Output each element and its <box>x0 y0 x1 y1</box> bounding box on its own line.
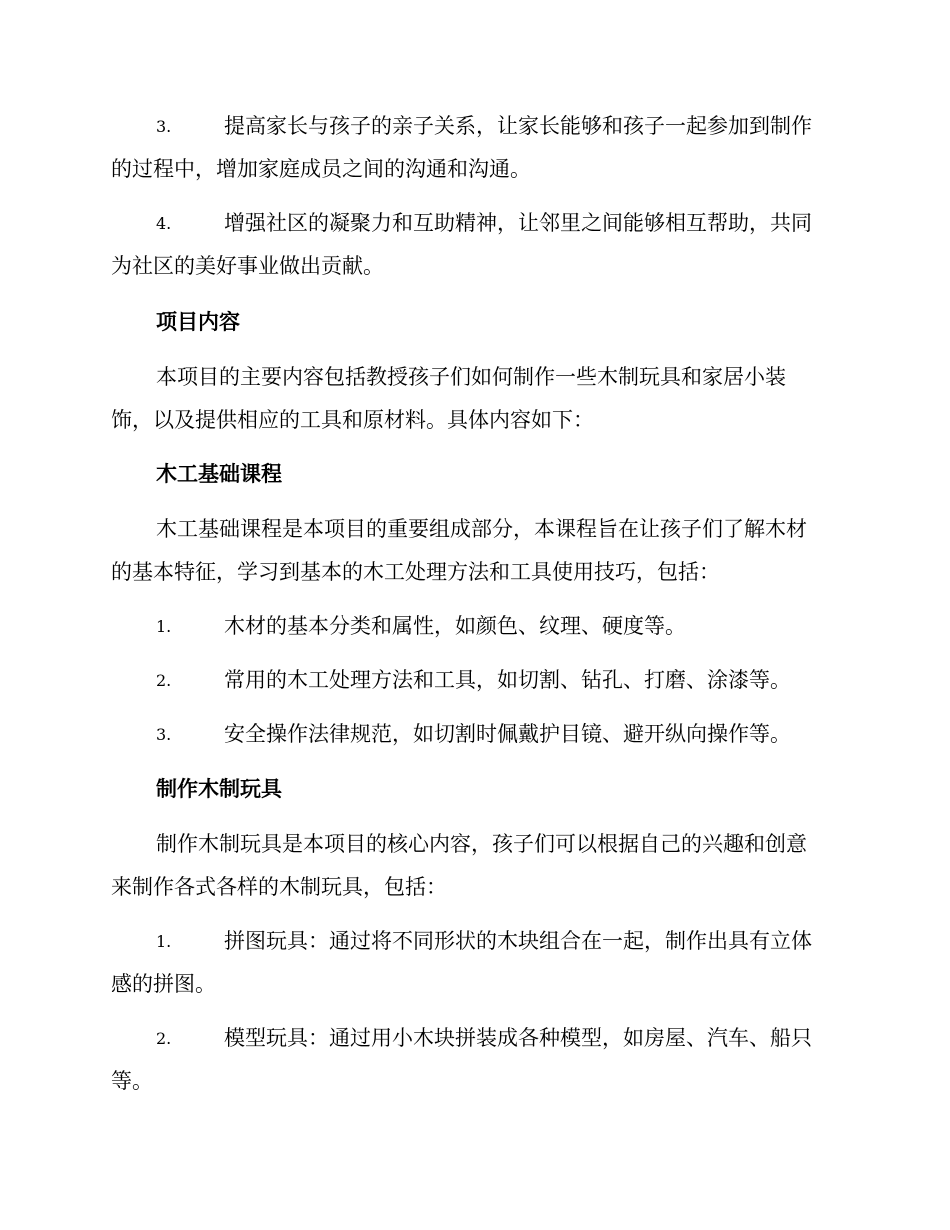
list-text-line: 安全操作法律规范，如切割时佩戴护目镜、避开纵向操作等。 <box>224 722 791 746</box>
list-item-4 <box>111 202 833 288</box>
list-text-continuation: 感的拼图。 <box>111 972 216 996</box>
paragraph-line: 本项目的主要内容包括教授孩子们如何制作一些木制玩具和家居小装 <box>156 365 786 389</box>
list-item-2 <box>111 659 833 702</box>
section-heading-content: 项目内容 <box>156 309 240 334</box>
list-number: 4. <box>156 214 172 233</box>
section-heading-toys: 制作木制玩具 <box>156 776 282 801</box>
list-text-line: 模型玩具：通过用小木块拼装成各种模型，如房屋、汽车、船只 <box>224 1026 812 1050</box>
list-text-line: 拼图玩具：通过将不同形状的木块组合在一起，制作出具有立体 <box>224 929 812 953</box>
paragraph-continuation: 饰，以及提供相应的工具和原材料。具体内容如下： <box>111 408 594 432</box>
paragraph-content <box>111 356 833 442</box>
list-item-3 <box>111 105 833 191</box>
paragraph-toys <box>111 823 833 909</box>
list-number: 1. <box>156 932 172 951</box>
paragraph-continuation: 的基本特征，学习到基本的木工处理方法和工具使用技巧，包括： <box>111 560 720 584</box>
list-number: 1. <box>156 617 172 636</box>
list-number: 3. <box>156 117 172 136</box>
list-number: 2. <box>156 1029 172 1048</box>
list-text-line: 常用的木工处理方法和工具，如切割、钻孔、打磨、涂漆等。 <box>224 668 791 692</box>
list-item-1 <box>111 605 833 648</box>
paragraph-line: 木工基础课程是本项目的重要组成部分，本课程旨在让孩子们了解木材 <box>156 517 807 541</box>
paragraph-continuation: 来制作各式各样的木制玩具，包括： <box>111 875 447 899</box>
list-number: 2. <box>156 671 172 690</box>
list-item-1 <box>111 920 833 1006</box>
list-text-line: 增强社区的凝聚力和互助精神，让邻里之间能够相互帮助，共同 <box>224 211 812 235</box>
list-item-3 <box>111 713 833 756</box>
list-text-line: 木材的基本分类和属性，如颜色、纹理、硬度等。 <box>224 614 686 638</box>
section-heading-basics: 木工基础课程 <box>156 461 282 486</box>
list-number: 3. <box>156 725 172 744</box>
paragraph-line: 制作木制玩具是本项目的核心内容，孩子们可以根据自己的兴趣和创意 <box>156 832 807 856</box>
list-item-2 <box>111 1017 833 1103</box>
list-text-continuation: 等。 <box>111 1069 153 1093</box>
list-text-line: 提高家长与孩子的亲子关系，让家长能够和孩子一起参加到制作 <box>224 114 812 138</box>
list-text-continuation: 为社区的美好事业做出贡献。 <box>111 254 384 278</box>
paragraph-basics <box>111 508 833 594</box>
list-text-continuation: 的过程中，增加家庭成员之间的沟通和沟通。 <box>111 157 531 181</box>
